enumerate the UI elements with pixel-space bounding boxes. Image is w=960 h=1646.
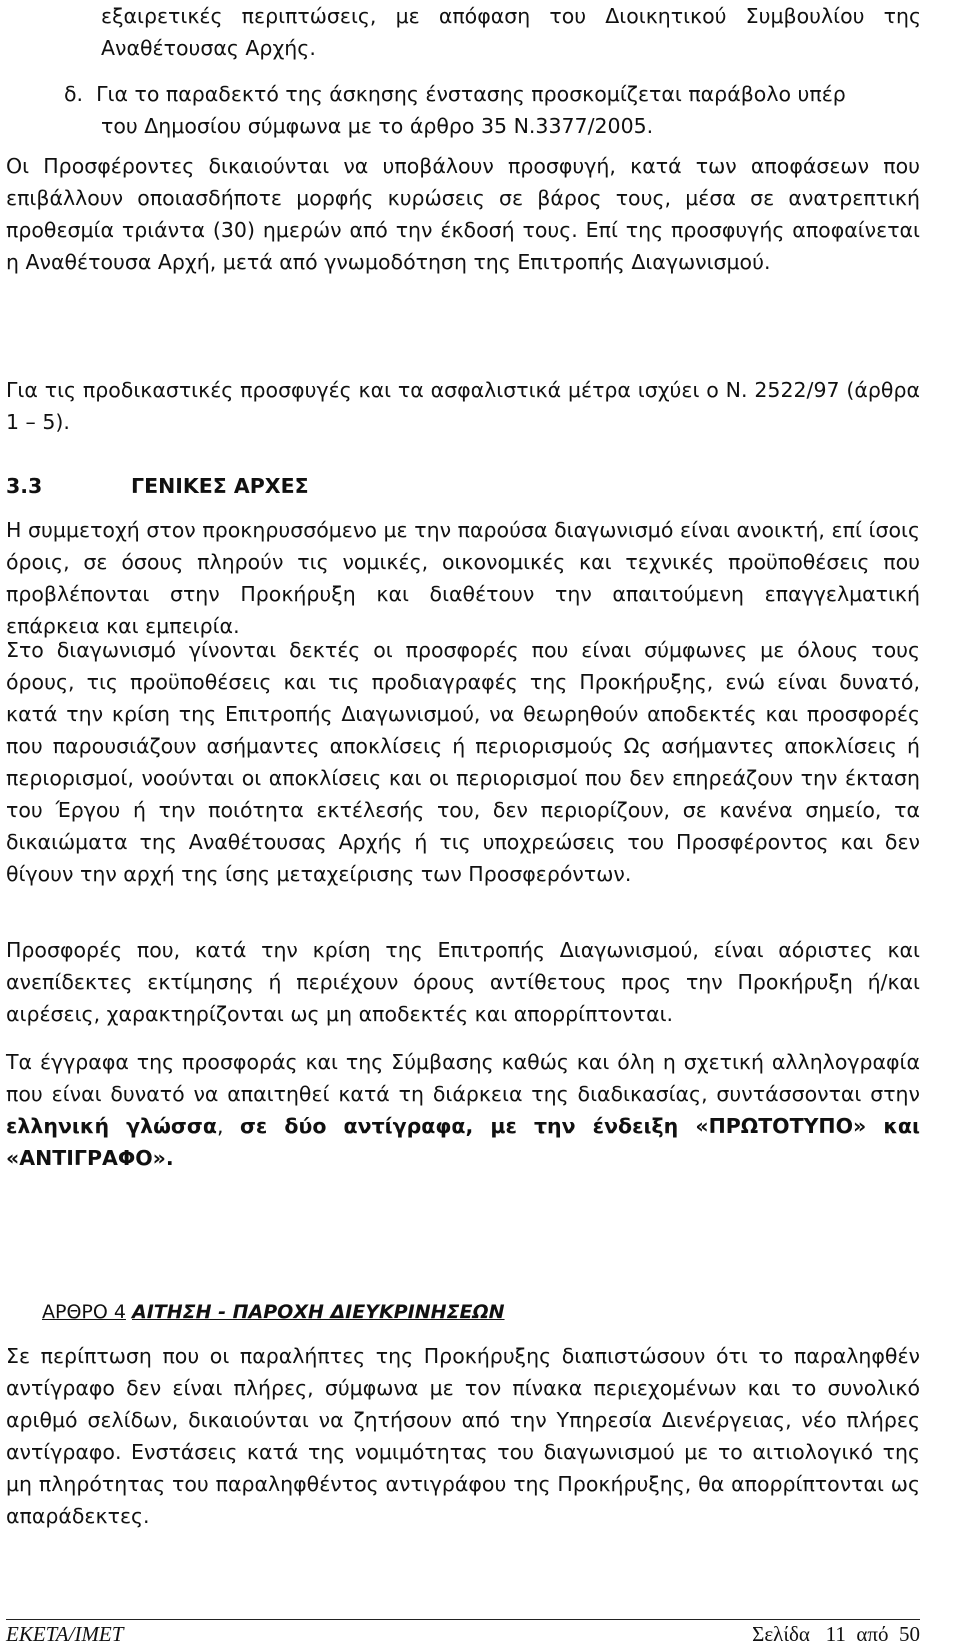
language-paragraph <box>6 1046 920 1174</box>
section-title: ΓΕΝΙΚΕΣ ΑΡΧΕΣ <box>131 474 309 498</box>
of-word: από <box>856 1622 889 1646</box>
article-title: ΑΙΤΗΣΗ - ΠΑΡΟΧΗ ΔΙΕΥΚΡΙΝΗΣΕΩΝ <box>132 1301 505 1323</box>
footer-pagination <box>752 1622 920 1646</box>
appeals-paragraph: Οι Προσφέροντες δικαιούνται να υποβάλουν προσφυγή, κατά των αποφάσεων που επιβάλλουν οποιασδήποτε μορφής κυρώσεις σε βάρος τους, μέσα σε ανατρεπτική προθεσμία τριάντα (30) ημερών από την έκδοσή τους. Επί της προσφυγής αποφαίνεται η Αναθέτουσα Αρχή, μετά από γνωμοδότηση της Επιτροπής Διαγωνισμού. <box>6 154 920 274</box>
article-heading <box>42 1296 505 1328</box>
language-separator: , <box>216 1114 240 1138</box>
list-item-text-line2: του Δημοσίου σύμφωνα με το άρθρο 35 Ν.3377/2005. <box>101 114 654 138</box>
list-marker: δ. <box>64 82 84 106</box>
participation-paragraph: Η συμμετοχή στον προκηρυσσόμενο με την παρούσα διαγωνισμό είναι ανοικτή, επί ίσοις όροις, σε όσους πληρούν τις νομικές, οικονομικές και τεχνικές προϋποθέσεις που προβλέπονται στην Προκήρυξη και διαθέτουν την απαιτούμενη επαγγελματική επάρκεια και εμπειρία. <box>6 518 920 638</box>
list-item-text-line1: Για το παραδεκτό της άσκησης ένστασης προσκομίζεται παράβολο υπέρ <box>96 82 846 106</box>
footer-divider <box>6 1619 920 1620</box>
section-heading <box>6 470 309 502</box>
language-emphasis: ελληνική γλώσσα <box>6 1114 217 1138</box>
footer-organization: ΕΚΕΤΑ/ΙΜΕΤ <box>6 1622 124 1646</box>
preliminary-measures-paragraph: Για τις προδικαστικές προσφυγές και τα ασφαλιστικά μέτρα ισχύει ο Ν. 2522/97 (άρθρα 1 – 5). <box>6 378 920 434</box>
page-number: 11 <box>825 1622 846 1646</box>
page-total: 50 <box>899 1622 920 1646</box>
intro-paragraph-end: εξαιρετικές περιπτώσεις, με απόφαση του Διοικητικού Συμβουλίου της Αναθέτουσας Αρχής. <box>101 4 921 60</box>
list-item-d <box>64 78 924 142</box>
page-word: Σελίδα <box>752 1622 810 1646</box>
copies-emphasis: σε δύο αντίγραφα, με την ένδειξη «ΠΡΩΤΟΤΥΠΟ» και «ΑΝΤΙΓΡΑΦΟ». <box>6 1114 920 1170</box>
acceptance-paragraph: Στο διαγωνισμό γίνονται δεκτές οι προσφορές που είναι σύμφωνες με όλους τους όρους, τις προϋποθέσεις και τις προδιαγραφές της Προκήρυξης, ενώ είναι δυνατό, κατά την κρίση της Επιτροπής Διαγωνισμού, να θεωρηθούν αποδεκτές και προσφορές που παρουσιάζουν ασήμαντες αποκλίσεις ή περιορισμούς Ως ασήμαντες αποκλίσεις ή περιορισμοί, νοούνται οι αποκλίσεις και οι περιορισμοί που δεν επηρεάζουν την έκταση του Έργου ή την ποιότητα εκτέλεσής του, δεν περιορίζουν, σε κανένα σημείο, τα δικαιώματα της Αναθέτουσας Αρχής ή τις υποχρεώσεις του Προσφέροντος και δεν θίγουν την αρχή της ίσης μεταχείρισης των Προσφερόντων. <box>6 638 920 886</box>
page-footer <box>6 1622 920 1646</box>
language-text: Τα έγγραφα της προσφοράς και της Σύμβασης καθώς και όλη η σχετική αλληλογραφία που είναι δυνατό να απαιτηθεί κατά τη διάρκεια της διαδικασίας, συντάσσονται στην <box>6 1050 920 1106</box>
article4-paragraph: Σε περίπτωση που οι παραλήπτες της Προκήρυξης διαπιστώσουν ότι το παραληφθέν αντίγραφο δεν είναι πλήρες, σύμφωνα με τον πίνακα περιεχομένων και το συνολικό αριθμό σελίδων, δικαιούνται να ζητήσουν από την Υπηρεσία Διενέργειας, νέο πλήρες αντίγραφο. Ενστάσεις κατά της νομιμότητας του διαγωνισμού με το αιτιολογικό της μη πληρότητας του παραληφθέντος αντιγράφου της Προκήρυξης, θα απορρίπτονται ως απαράδεκτες. <box>6 1344 920 1528</box>
rejection-paragraph: Προσφορές που, κατά την κρίση της Επιτροπής Διαγωνισμού, είναι αόριστες και ανεπίδεκτες εκτίμησης ή περιέχουν όρους αντίθετους προς την Προκήρυξη ή/και αιρέσεις, χαρακτηρίζονται ως μη αποδεκτές και απορρίπτονται. <box>6 938 920 1026</box>
article-label: ΑΡΘΡΟ 4 <box>42 1301 126 1323</box>
section-number: 3.3 <box>6 474 43 498</box>
